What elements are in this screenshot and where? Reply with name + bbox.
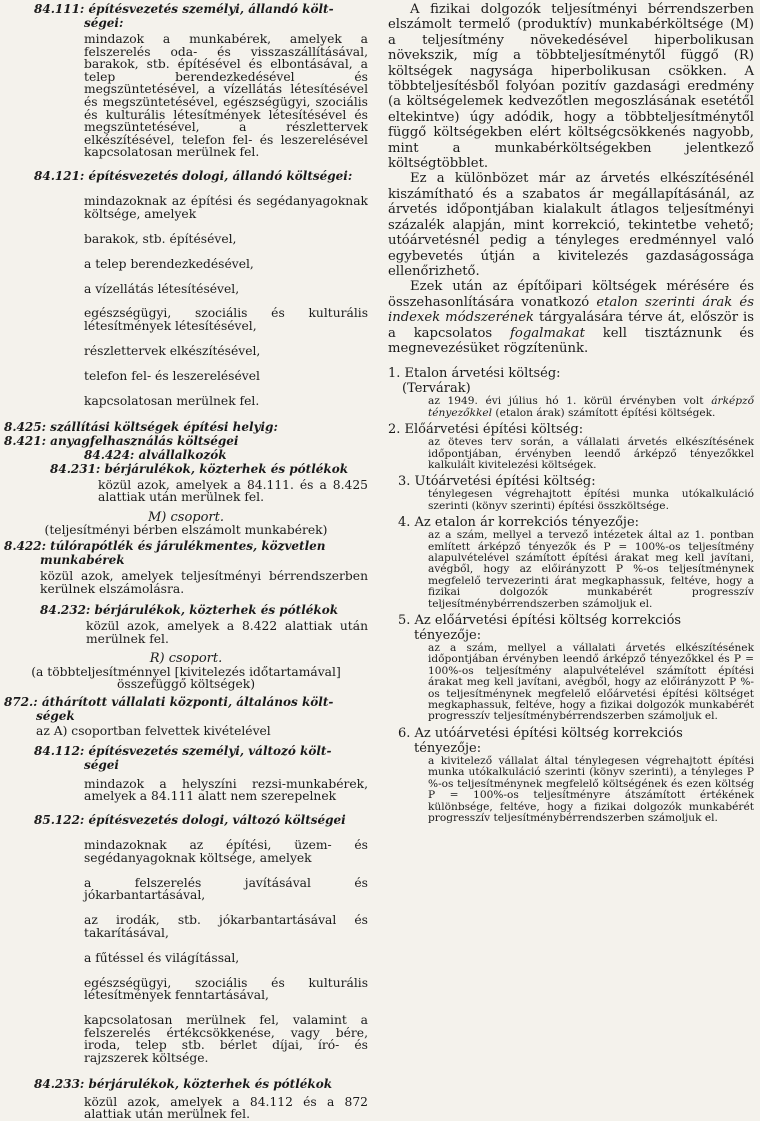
heading-84121: 84.121: építésvezetés dologi, állandó költségei:	[34, 168, 353, 183]
item-5-title-cont: tényezője:	[414, 628, 482, 644]
list-item: mindazoknak az építési és segédanyagoknak költsége, amelyek	[84, 194, 368, 221]
list-item: a fűtéssel és világítással,	[84, 950, 240, 965]
r-group-subheading-2: összefüggő költségek)	[116, 677, 256, 692]
r-group-heading: R) csoport.	[149, 651, 223, 667]
list-item: a telep berendezkedésével,	[84, 256, 254, 271]
item-2-title: 2. Előárvetési építési költség:	[388, 422, 584, 438]
list-item: egészségügyi, szociális és kulturális létesítmények fenntartásával,	[84, 975, 368, 1003]
text-84231: közül azok, amelyek a 84.111. és a 8.425 alattiak után merülnek fel.	[98, 477, 368, 505]
list-item: telefon fel- és leszerelésével	[84, 368, 260, 383]
text-84111: mindazok a munkabérek, amelyek a felszerelés oda- és visszaszállításával, barakok, stb. építésével és elbontásával, a telep berendezkedésével és megszüntetésével, a vízellátás létesítésével és megszüntetésével, egészségügyi, szociális és kulturális létesítmények létesítésével és megszüntetésével, a részlettervek elkészítésével, telefon fel- és leszerelésével kapcsolatosan merülnek fel.	[84, 32, 368, 160]
heading-84231: 84.231: bérjárulékok, közterhek és pótlékok	[50, 461, 349, 476]
text-84233: közül azok, amelyek a 84.112 és a 872 alattiak után merülnek fel.	[84, 1094, 368, 1121]
list-item: barakok, stb. építésével,	[84, 231, 237, 246]
item-1-body: az 1949. évi július hó 1. körül érvényben volt árképző tényezőkkel (etalon árak) számított építési költségek.	[428, 395, 754, 419]
heading-8425: 8.425: szállítási költségek építési helyig:	[4, 419, 278, 434]
item-6-body: a kivitelező vállalat által ténylegesen végrehajtott építési munka utókalkuláció szerinti (könyv szerinti), a tényleges P %-os teljesítménynek megfelelő költségének és ezen költség P = 100%-os teljesítményre átszámított értékének különbsége, feltéve, hogy a fizikai dolgozók munkabérét progresszív teljesítménybérrendszerben számoljuk el.	[428, 754, 754, 824]
m-group-heading: M) csoport.	[147, 509, 224, 525]
text-84112: mindazok a helyszíni rezsi-munkabérek, amelyek a 84.111 alatt nem szerepelnek	[84, 776, 368, 804]
item-4-body: az a szám, mellyel a tervező intézetek által az 1. pontban említett árképző tényezők és P = 100%-os teljesítmény alapulvételével számított építési árakat meg kell javítani, avégből, hogy az előirányzott P %-os teljesítménynek megfelelő tervezerinti árat megkaphassuk, feltéve, hogy a fizikai dolgozók munkabérét progresszív teljesítménybérrendszerben számoljuk el.	[428, 529, 754, 610]
list-item: egészségügyi, szociális és kulturális létesítmények létesítésével,	[84, 306, 368, 333]
item-1-subtitle: (Tervárak)	[402, 381, 471, 397]
list-84121	[84, 195, 368, 407]
paragraph-3: Ezek után az építőipari költségek mérésére és összehasonlítására vonatkozó etalon szerinti árak és indexek módszerének tárgyalására térve át, először is a kapcsolatos fogalmakat kell tisztáznunk és megnevezésüket rögzítenünk.	[388, 279, 755, 356]
item-6-title-cont: tényezője:	[414, 740, 482, 756]
list-item: kapcsolatosan merülnek fel, valamint a felszerelés értékcsökkenése, vagy bére, iroda, telep stb. bérlet díjai, író- és rajzszerek költsége.	[84, 1012, 368, 1065]
heading-872: 872.: áthárított vállalati központi, általános költ-	[4, 695, 334, 710]
item-4-title: 4. Az etalon ár korrekciós tényezője:	[398, 515, 640, 531]
item-5-title: 5. Az előárvetési építési költség korrekciós	[398, 613, 682, 629]
item-6-title: 6. Az utóárvetési építési költség korrekciós	[398, 725, 683, 741]
item-3-body: ténylegesen végrehajtott építési munka utókalkuláció szerinti (könyv szerinti) építési összköltsége.	[428, 488, 754, 512]
text-872: az A) csoportban felvettek kivételével	[36, 724, 271, 739]
list-item: az irodák, stb. jókarbantartásával és takarításával,	[84, 913, 368, 940]
heading-85122: 85.122: építésvezetés dologi, változó költségei	[34, 812, 346, 827]
list-item: a felszerelés javításával és jókarbantartásával,	[84, 875, 368, 903]
item-3-title: 3. Utóárvetési építési költség:	[398, 474, 596, 490]
heading-8422-cont: munkabérek	[40, 552, 125, 567]
right-column	[388, 2, 754, 824]
item-5-body: az a szám, mellyel a vállalati árvetés elkészítésének időpontjában érvényben leendő árképző tényezőkkel és P = 100%-os teljesítmény alapulvételével számított építési árakat meg kell javítani, avégből, hogy az előirányzott P %-os teljesítménynek megfelelő előárvetési építési költséget megkaphassuk, feltéve, hogy a fizikai dolgozók munkabérét progresszív teljesítménybérrendszerben számoljuk el.	[428, 642, 754, 723]
list-item: mindazoknak az építési, üzem- és segédanyagoknak költsége, amelyek	[84, 838, 368, 865]
heading-84111-cont: ségei:	[84, 16, 124, 30]
heading-8421: 8.421: anyagfelhasználás költségei	[4, 433, 239, 448]
paragraph-1: A fizikai dolgozók teljesítményi bérrendszerben elszámolt termelő (produktív) munkabérköltsége (M) a teljesítmény növekedésével hiperbolikusan növekszik, míg a többteljesítménytől függő (R) költségek nagysága hiperbolikusan csökken. A többteljesítésből folyóan pozitív gazdasági eredmény (a költségelemek kedvezőtlen megoszlásának esetétől eltekintve) úgy adódik, hogy a többteljesítménytől függő költségekben elért költségcsökkenés nagyobb, mint a munkabérköltségekben jelentkező költségtöbblet.	[388, 2, 754, 172]
item-2-body: az öteves terv során, a vállalati árvetés elkészítésének időpontjában, érvényben leendő árképző tényezőkkel kalkulált kivitelezési költségek.	[428, 436, 754, 471]
list-item: részlettervek elkészítésével,	[84, 343, 261, 358]
left-column	[0, 2, 372, 1121]
text-8422: közül azok, amelyek teljesítményi bérrendszerben kerülnek elszámolásra.	[40, 568, 368, 596]
heading-84112-cont: ségei	[84, 757, 119, 772]
r-group-subheading-1: (a többteljesítménnyel [kivitelezés időtartamával]	[31, 664, 341, 679]
heading-8422: 8.422: túlórapótlék és járulékmentes, közvetlen	[4, 538, 326, 553]
text-84232: közül azok, amelyek a 8.422 alattiak után merülnek fel.	[86, 619, 368, 646]
heading-84232: 84.232: bérjárulékok, közterhek és pótlékok	[40, 603, 339, 618]
heading-872-cont: ségek	[36, 709, 75, 724]
list-item: kapcsolatosan merülnek fel.	[84, 393, 260, 408]
heading-84424: 84.424: alvállalkozók	[84, 447, 227, 462]
item-1-title: 1. Etalon árvetési költség:	[388, 366, 561, 382]
list-item: a vízellátás létesítésével,	[84, 281, 240, 296]
heading-84111: 84.111: építésvezetés személyi, állandó költ-	[34, 2, 334, 16]
heading-84112: 84.112: építésvezetés személyi, változó költ-	[34, 743, 332, 758]
heading-84233: 84.233: bérjárulékok, közterhek és pótlékok	[34, 1076, 333, 1091]
m-group-subheading: (teljesítményi bérben elszámolt munkabérek)	[44, 523, 328, 538]
list-85122	[84, 839, 368, 1064]
paragraph-2: Ez a különbözet már az árvetés elkészítésénél kiszámítható és a szabatos ár megállapításánál, az árvetés időpontjában kialakult átlagos teljesítményi százalék alapján, mint korrekció, tekintetbe vehető; utóárvetésnél pedig a tényleges eredménnyel való egybevetés útján a kivitelezés gazdaságossága ellenőrizhető.	[388, 171, 754, 279]
